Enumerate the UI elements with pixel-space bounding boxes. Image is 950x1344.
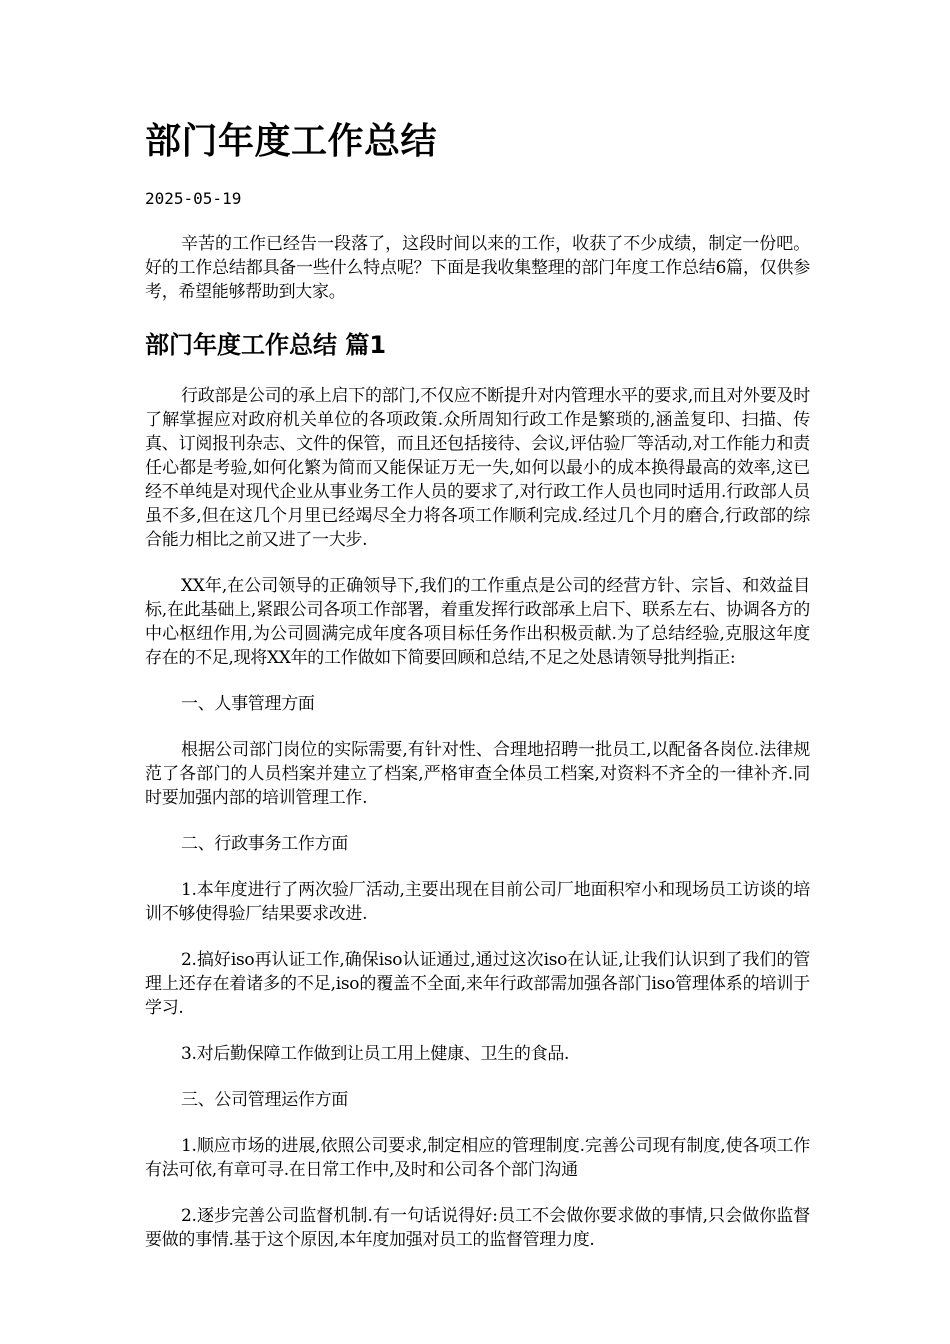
body-paragraph: 行政部是公司的承上启下的部门,不仅应不断提升对内管理水平的要求,而且对外要及时了解掌握应对政府机关单位的各项政策.众所周知行政工作是繁琐的,涵盖复印、扫描、传真、订阅报刊杂志、文件的保管，而且还包括接待、会议,评估验厂等活动,对工作能力和责任心都是考验,如何化繁为简而又能保证万无一失,如何以最小的成本换得最高的效率,这已经不单纯是对现代企业从事业务工作人员的要求了,对行政工作人员也同时适用.行政部人员虽不多,但在这几个月里已经竭尽全力将各项工作顺利完成.经过几个月的磨合,行政部的综合能力相比之前又进了一大步. (145, 386, 810, 550)
list-item: 2.逐步完善公司监督机制.有一句话说得好:员工不会做你要求做的事情,只会做你监督要做的事情.基于这个原因,本年度加强对员工的监督管理力度. (145, 1206, 810, 1250)
subheading-company-management: 三、公司管理运作方面 (181, 1090, 348, 1110)
list-item: 2.搞好iso再认证工作,确保iso认证通过,通过这次iso在认证,让我们认识到了我们的管理上还存在着诸多的不足,iso的覆盖不全面,来年行政部需加强各部门iso管理体系的培训于学习. (145, 950, 810, 1018)
subheading-admin-affairs: 二、行政事务工作方面 (181, 834, 348, 854)
subheading-personnel: 一、人事管理方面 (181, 694, 315, 714)
body-paragraph: 根据公司部门岗位的实际需要,有针对性、合理地招聘一批员工,以配备各岗位.法律规范了各部门的人员档案并建立了档案,严格审查全体员工档案,对资料不齐全的一律补齐.同时要加强内部的培训管理工作. (145, 740, 810, 808)
document-page (145, 0, 810, 1252)
body-paragraph: XX年,在公司领导的正确领导下,我们的工作重点是公司的经营方针、宗旨、和效益目标,在此基础上,紧跟公司各项工作部署，着重发挥行政部承上启下、联系左右、协调各方的中心枢纽作用,为公司圆满完成年度各项目标任务作出积极贡献.为了总结经验,克服这年度存在的不足,现将XX年的工作做如下简要回顾和总结,不足之处恳请领导批判指正: (145, 576, 810, 668)
section-title: 部门年度工作总结 篇1 (145, 331, 387, 359)
document-title: 部门年度工作总结 (145, 121, 438, 162)
intro-paragraph: 辛苦的工作已经告一段落了，这段时间以来的工作，收获了不少成绩，制定一份吧。好的工作总结都具备一些什么特点呢？下面是我收集整理的部门年度工作总结6篇，仅供参考，希望能够帮助到大家。 (145, 234, 810, 302)
list-item: 1.本年度进行了两次验厂活动,主要出现在目前公司厂地面积窄小和现场员工访谈的培训不够使得验厂结果要求改进. (145, 880, 810, 924)
list-item: 3.对后勤保障工作做到让员工用上健康、卫生的食品. (181, 1044, 570, 1064)
document-date: 2025-05-19 (145, 189, 242, 208)
list-item: 1.顺应市场的进展,依照公司要求,制定相应的管理制度.完善公司现有制度,使各项工作有法可依,有章可寻.在日常工作中,及时和公司各个部门沟通 (145, 1136, 810, 1180)
